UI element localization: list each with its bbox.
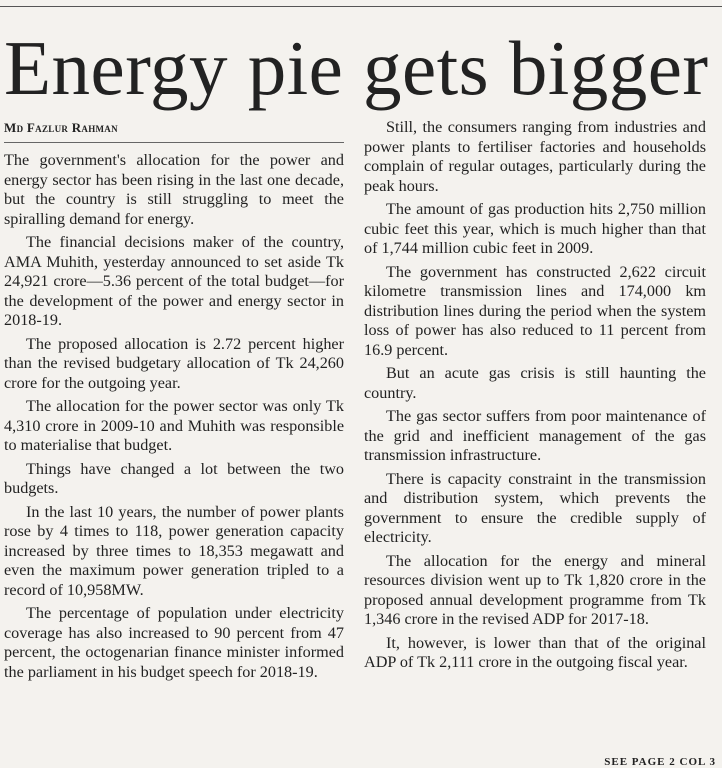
paragraph: In the last 10 years, the number of power plants rose by 4 times to 118, power generation capacity increased by three times to 18,353 megawatt and even the maximum power generation tripled to a record of 10,958MW. (4, 502, 344, 599)
paragraph: It, however, is lower than that of the original ADP of Tk 2,111 crore in the outgoing fiscal year. (364, 633, 706, 671)
paragraph: Still, the consumers ranging from industries and power plants to fertiliser factories and households complain of regular outages, particularly during the peak hours. (364, 118, 706, 195)
continued-on-page-note: SEE PAGE 2 COL 3 (604, 756, 716, 768)
paragraph: Things have changed a lot between the two budgets. (4, 459, 344, 497)
byline: Md Fazlur Rahman (4, 118, 344, 143)
top-rule (0, 6, 722, 7)
paragraph: The government's allocation for the power and energy sector has been rising in the last one decade, but the country is still struggling to meet the spiralling demand for energy. (4, 151, 344, 228)
paragraph: The allocation for the power sector was only Tk 4,310 crore in 2009-10 and Muhith was responsible to materialise that budget. (4, 397, 344, 454)
paragraph: But an acute gas crisis is still haunting the country. (364, 364, 706, 402)
left-column (4, 118, 344, 686)
paragraph: The financial decisions maker of the country, AMA Muhith, yesterday announced to set aside Tk 24,921 crore—5.36 percent of the total budget—for the development of the power and energy sector in 2018-19. (4, 233, 344, 329)
paragraph: There is capacity constraint in the transmission and distribution system, which prevents the government to ensure the credible supply of electricity. (364, 469, 706, 546)
paragraph: The government has constructed 2,622 circuit kilometre transmission lines and 174,000 km distribution lines during the period when the system loss of power has also reduced to 11 percent from 16.9 percent. (364, 262, 706, 359)
headline: Energy pie gets bigger (4, 25, 709, 111)
paragraph: The amount of gas production hits 2,750 million cubic feet this year, which is much higher than that of 1,744 million cubic feet in 2009. (364, 200, 706, 257)
paragraph: The allocation for the energy and mineral resources division went up to Tk 1,820 crore in the proposed annual development programme from Tk 1,346 crore in the revised ADP for 2017-18. (364, 551, 706, 628)
paragraph: The percentage of population under electricity coverage has also increased to 90 percent from 47 percent, the octogenarian finance minister informed the parliament in his budget speech for 2018-19. (4, 604, 344, 681)
right-column (364, 118, 706, 677)
paragraph: The gas sector suffers from poor maintenance of the grid and inefficient management of the gas transmission infrastructure. (364, 407, 706, 464)
paragraph: The proposed allocation is 2.72 percent higher than the revised budgetary allocation of Tk 24,260 crore for the outgoing year. (4, 334, 344, 392)
